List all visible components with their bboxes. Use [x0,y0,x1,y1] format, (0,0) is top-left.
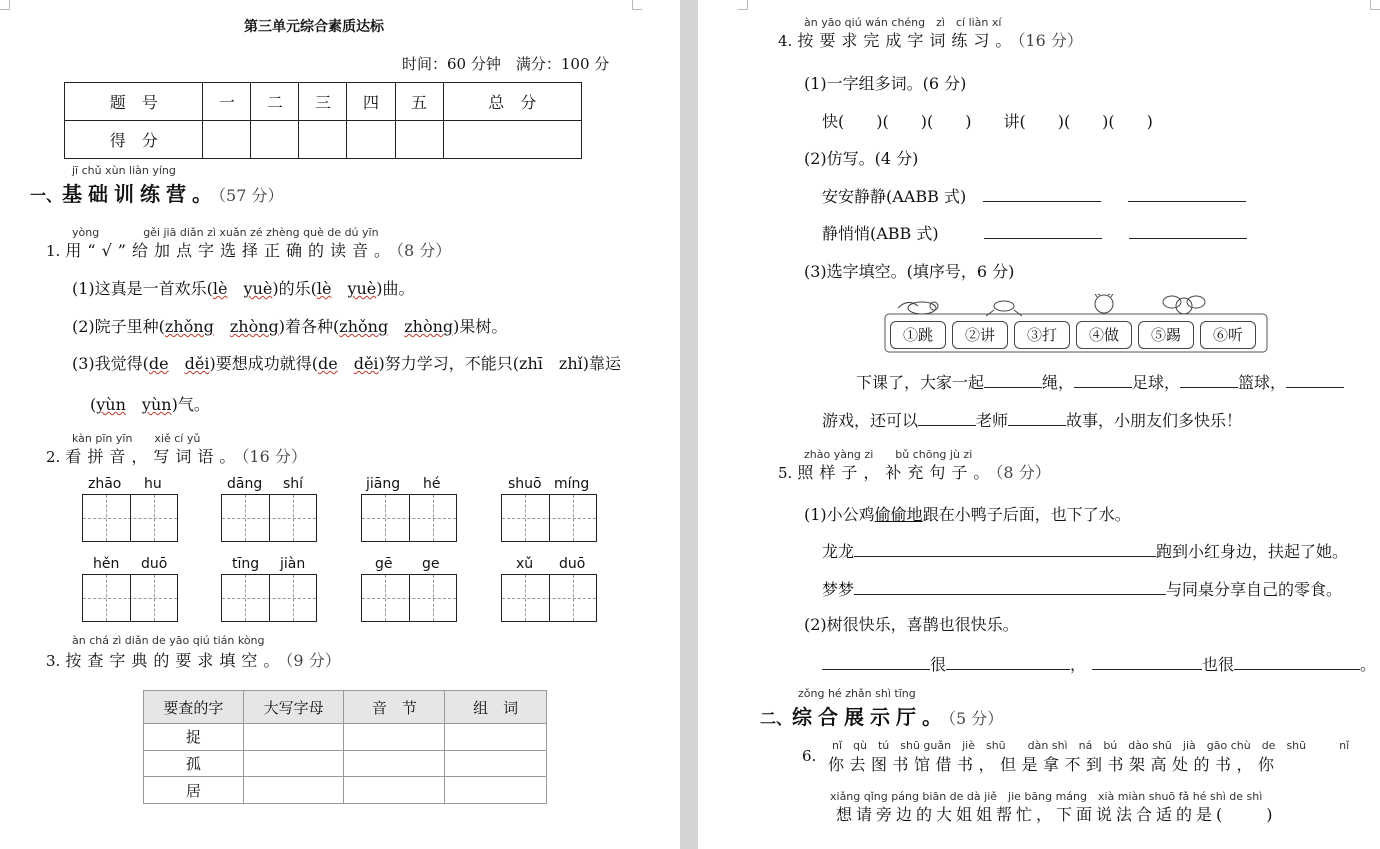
section-mark: 二、 [760,709,793,728]
section-mark: 一、 [30,186,63,205]
dict-header: 组 词 [445,691,547,724]
question-heading [778,460,1051,483]
grasshopper-icon [994,301,1014,311]
question-heading [46,648,341,671]
score-header: 题 号 [65,83,203,121]
question-text: 看拼音，写词语。 [65,447,242,466]
time-info: 时间：60 分钟 满分：100 分 [402,55,610,73]
section-heading [760,701,1003,730]
answer-blank[interactable] [1234,669,1360,670]
imitation-a: 安安静静(AABB 式) [822,184,1246,207]
question-score: （16 分） [1017,31,1083,50]
example-sentence: (1)小公鸡偷偷地跟在小鸭子后面，也下了水。 [804,505,1131,524]
word-pinyin: shuō [508,476,542,492]
word-pinyin: duō [559,556,586,572]
fill-sentence: 龙龙 跑到小红身边，扶起了她。 [822,542,1349,561]
dict-cell[interactable] [243,724,344,751]
question-text: 想请旁边的大姐姐帮忙，下面说法合适的是( ) [836,805,1277,824]
question-text: 你去图书馆借书，但是拿不到书架高处的书，你 [828,755,1280,774]
word-pinyin: dāng [227,476,263,492]
score-cell[interactable] [299,121,347,159]
question-heading [46,238,451,261]
writing-grid[interactable] [361,494,457,542]
writing-grid[interactable] [221,574,317,622]
word-pinyin: hé [423,476,441,492]
score-label: 得 分 [65,121,203,159]
score-header: 一 [203,83,251,121]
score-header: 四 [347,83,395,121]
writing-grid[interactable] [82,494,178,542]
subquestion: (1)一字组多词。(6 分) [804,74,967,93]
score-cell[interactable] [251,121,299,159]
q1-item: (3)我觉得(de děi)要想成功就得(de děi)努力学习，不能只(zhī zhǐ)靠运 [72,354,621,373]
q1-item: (2)院子里种(zhǒng zhòng)着各种(zhǒng zhòng)果树。 [72,317,508,336]
question-score: （8 分） [395,241,452,260]
dict-cell[interactable] [344,777,445,804]
option-tile[interactable]: ⑤踢 [1138,321,1194,349]
score-cell[interactable] [395,121,443,159]
question-number: 3. [46,652,61,670]
bird-icon [908,302,936,314]
word-pinyin: hu [144,476,162,492]
word-pinyin: jiāng [366,476,401,492]
word-pinyin: zhāo [88,476,122,492]
answer-blank[interactable] [1180,387,1238,388]
answer-blank[interactable] [984,238,1102,239]
section-pinyin: zǒng hé zhǎn shì tīng [798,687,916,700]
dict-cell[interactable] [243,750,344,777]
answer-blank[interactable] [822,669,930,670]
q1-item: (1)这真是一首欢乐(lè yuè)的乐(lè yuè)曲。 [72,279,415,298]
q1-item: (yùn yùn)气。 [90,395,210,414]
question-text: 按要求完成字词练习。 [797,31,1018,50]
section-heading [30,178,283,207]
word-pinyin: xǔ [516,556,534,572]
dict-char: 孤 [144,750,244,777]
writing-grid[interactable] [501,494,597,542]
score-cell[interactable] [443,121,581,159]
section-score: （5 分） [948,709,1004,728]
subquestion: (2)仿写。(4 分) [804,149,919,168]
question-number: 5. [778,464,793,482]
question-heading [46,444,307,467]
answer-blank[interactable] [983,201,1101,202]
score-header: 三 [299,83,347,121]
dict-header: 音 节 [344,691,445,724]
section-score: （57 分） [218,186,284,205]
dict-cell[interactable] [445,724,547,751]
question-pinyin: yòng gěi jiā diǎn zì xuǎn zé zhèng què de dú yīn [72,226,379,239]
crop-mark [738,0,748,10]
word-pinyin: hěn [93,556,120,572]
answer-blank[interactable] [1286,387,1344,388]
answer-blank[interactable] [854,556,1156,557]
question-score: （8 分） [995,463,1051,482]
crop-mark [0,0,10,10]
dict-char: 居 [144,777,244,804]
writing-grid[interactable] [501,574,597,622]
cat-icon [1095,295,1113,313]
left-page [0,0,680,849]
word-pinyin: gē [375,556,393,572]
question-pinyin: zhào yàng zi bǔ chōng jù zi [804,448,973,461]
answer-blank[interactable] [918,425,976,426]
question-number: 6. [802,747,817,765]
example-sentence: (2)树很快乐，喜鹊也很快乐。 [804,615,1019,634]
word-pinyin: tīng [232,556,260,572]
answer-blank[interactable] [946,669,1070,670]
word-pinyin: jiàn [280,556,306,572]
writing-grid[interactable] [82,574,178,622]
answer-blank[interactable] [1008,425,1066,426]
question-score: （16 分） [241,447,307,466]
option-tile[interactable]: ①跳 [890,321,946,349]
dict-char: 捉 [144,724,244,751]
dict-header: 大写字母 [243,691,344,724]
subquestion: (3)选字填空。(填序号，6 分) [804,262,1015,281]
answer-blank[interactable] [984,387,1042,388]
score-header: 总 分 [443,83,581,121]
fill-sentence: 游戏，还可以 老师 故事，小朋友们多快乐！ [822,411,1243,430]
right-page [698,0,1380,849]
section-title: 综合展示厅。 [792,705,949,729]
question-number: 4. [778,32,793,50]
score-header: 五 [395,83,443,121]
page-title: 第三单元综合素质达标 [244,19,384,35]
crop-mark [632,0,642,10]
section-title: 基础训练营。 [62,182,219,206]
question-pinyin: xiǎng qǐng páng biān de dà jiě jie bāng máng xià miàn shuō fǎ hé shì de shì [830,790,1263,803]
dict-cell[interactable] [445,750,547,777]
writing-grid[interactable] [221,494,317,542]
score-cell[interactable] [203,121,251,159]
dictionary-table [143,690,547,804]
question-text: 照样子，补充句子。 [797,463,996,482]
word-pinyin: míng [554,476,590,492]
dict-cell[interactable] [344,750,445,777]
imitation-b: 静悄悄(ABB 式) [822,221,1247,244]
fill-sentence: 下课了，大家一起 绳， 足球， 篮球， [856,370,1344,393]
score-cell[interactable] [347,121,395,159]
question-text: 用“√”给加点字选择正确的读音。 [65,241,396,260]
question-pinyin: kàn pīn yīn xiě cí yǔ [72,432,201,445]
crop-mark [1370,0,1380,10]
answer-blank[interactable] [1128,201,1246,202]
answer-blank[interactable] [1074,387,1132,388]
question-pinyin: nǐ qù tú shū guǎn jiè shū dàn shì ná bú dào shū jià gāo chù de shū nǐ [832,739,1350,752]
answer-blank[interactable] [1092,669,1202,670]
question-heading [778,28,1083,51]
fill-line: 快( )( )( ) 讲( )( )( ) [822,112,1153,131]
dict-header: 要查的字 [144,691,244,724]
option-tile[interactable]: ⑥听 [1200,321,1256,349]
question-score: （9 分） [285,651,341,670]
question-number: 1. [46,242,61,260]
option-tile[interactable]: ④做 [1076,321,1132,349]
option-tile[interactable]: ②讲 [952,321,1008,349]
dict-cell[interactable] [445,777,547,804]
question-number: 2. [46,448,61,466]
fill-sentence: 梦梦 与同桌分享自己的零食。 [822,580,1343,599]
option-tile[interactable]: ③打 [1014,321,1070,349]
word-pinyin: ge [422,556,440,572]
question-text: 按查字典的要求填空。 [65,651,286,670]
writing-grid[interactable] [361,574,457,622]
dict-cell[interactable] [344,724,445,751]
question-pinyin: àn chá zì diǎn de yāo qiú tián kòng [72,634,265,647]
word-pinyin: shí [283,476,304,492]
fill-sentence: 很 ， 也很 。 [822,652,1376,675]
answer-blank[interactable] [1129,238,1247,239]
word-pinyin: duō [141,556,168,572]
score-header: 二 [251,83,299,121]
answer-blank[interactable] [854,594,1166,595]
section-pinyin: jī chǔ xùn liàn yíng [72,164,176,177]
question-pinyin: àn yāo qiú wán chéng zì cí liàn xí [804,16,1002,29]
score-table [64,82,582,159]
dict-cell[interactable] [243,777,344,804]
